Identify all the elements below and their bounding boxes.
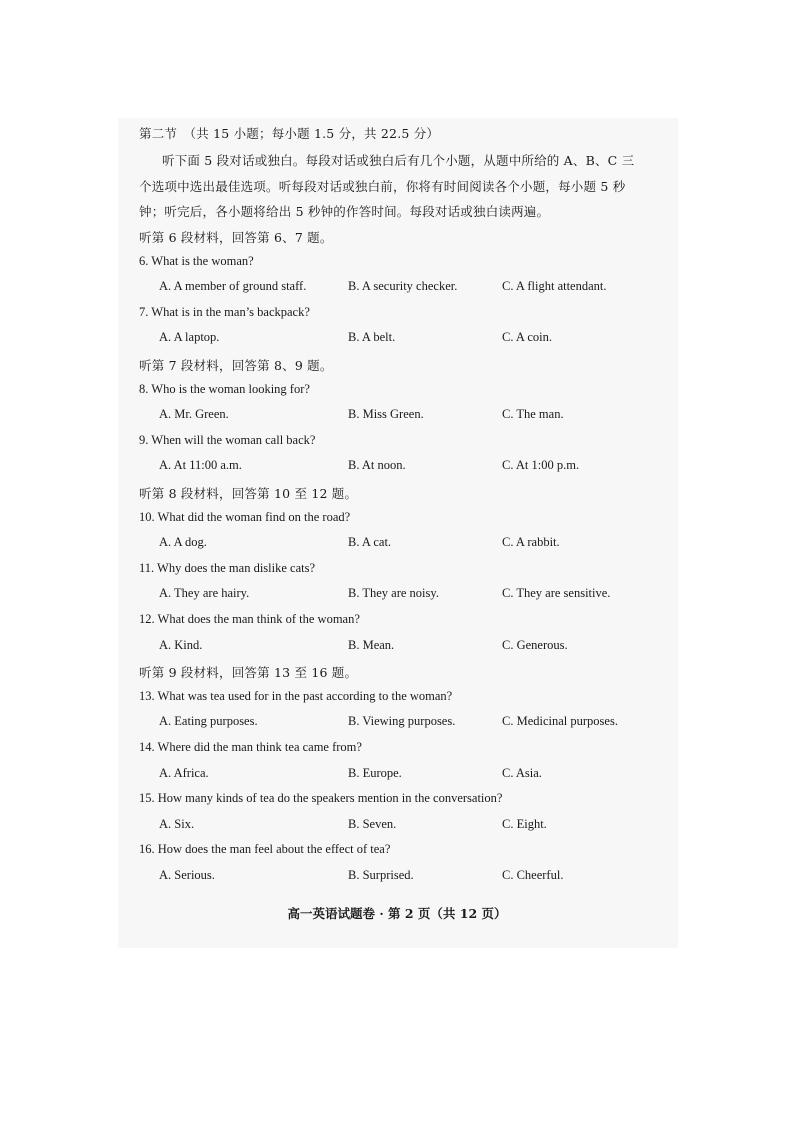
answer-option-b: B. Miss Green. xyxy=(348,407,424,421)
answer-option-c: C. Cheerful. xyxy=(502,868,564,882)
answer-option-a: A. Mr. Green. xyxy=(159,407,229,421)
answer-option-c: C. At 1:00 p.m. xyxy=(502,458,580,472)
answer-option-a: A. A laptop. xyxy=(159,330,220,344)
question-stem: 16. How does the man feel about the effect of tea? xyxy=(139,842,391,856)
question-stem: 14. Where did the man think tea came from? xyxy=(139,740,362,754)
answer-option-b: B. Viewing purposes. xyxy=(348,714,456,728)
question-stem: 8. Who is the woman looking for? xyxy=(139,382,310,396)
group-intro: 听第 9 段材料，回答第 13 至 16 题。 xyxy=(139,665,358,680)
answer-option-b: B. Seven. xyxy=(348,817,397,831)
answer-option-b: B. They are noisy. xyxy=(348,586,439,600)
answer-option-b: B. A belt. xyxy=(348,330,396,344)
question-stem: 11. Why does the man dislike cats? xyxy=(139,561,316,575)
group-intro: 听第 7 段材料，回答第 8、9 题。 xyxy=(139,358,333,373)
answer-option-c: C. Generous. xyxy=(502,638,568,652)
answer-option-a: A. Kind. xyxy=(159,638,203,652)
answer-option-c: C. A rabbit. xyxy=(502,535,560,549)
answer-option-c: C. A flight attendant. xyxy=(502,279,607,293)
group-intro: 听第 8 段材料，回答第 10 至 12 题。 xyxy=(139,486,358,501)
question-stem: 13. What was tea used for in the past according to the woman? xyxy=(139,689,453,703)
answer-option-a: A. Africa. xyxy=(159,766,209,780)
question-stem: 10. What did the woman find on the road? xyxy=(139,510,351,524)
page-footer: 高一英语试题卷 · 第 2 页（共 12 页） xyxy=(287,906,507,921)
answer-option-a: A. They are hairy. xyxy=(159,586,250,600)
answer-option-c: C. They are sensitive. xyxy=(502,586,611,600)
answer-option-b: B. At noon. xyxy=(348,458,406,472)
answer-option-b: B. Surprised. xyxy=(348,868,414,882)
instruction-line-1: 听下面 5 段对话或独白。每段对话或独白后有几个小题，从题中所给的 A、B、C 三 xyxy=(162,153,635,168)
question-stem: 9. When will the woman call back? xyxy=(139,433,316,447)
answer-option-c: C. Medicinal purposes. xyxy=(502,714,618,728)
section-heading: 第二节 （共 15 小题；每小题 1.5 分，共 22.5 分） xyxy=(139,126,440,141)
answer-option-a: A. A dog. xyxy=(159,535,207,549)
answer-option-a: A. Six. xyxy=(159,817,195,831)
question-stem: 6. What is the woman? xyxy=(139,254,254,268)
answer-option-b: B. Europe. xyxy=(348,766,402,780)
instruction-line-2: 个选项中选出最佳选项。听每段对话或独白前，你将有时间阅读各个小题，每小题 5 秒 xyxy=(139,179,626,194)
answer-option-b: B. Mean. xyxy=(348,638,395,652)
answer-option-b: B. A cat. xyxy=(348,535,392,549)
answer-option-c: C. A coin. xyxy=(502,330,553,344)
instruction-line-3: 钟；听完后，各小题将给出 5 秒钟的作答时间。每段对话或独白读两遍。 xyxy=(139,204,550,219)
answer-option-a: A. At 11:00 a.m. xyxy=(159,458,242,472)
answer-option-b: B. A security checker. xyxy=(348,279,458,293)
answer-option-a: A. Serious. xyxy=(159,868,215,882)
question-stem: 7. What is in the man’s backpack? xyxy=(139,305,310,319)
answer-option-c: C. The man. xyxy=(502,407,564,421)
question-stem: 12. What does the man think of the woman? xyxy=(139,612,360,626)
group-intro: 听第 6 段材料，回答第 6、7 题。 xyxy=(139,230,333,245)
answer-option-c: C. Asia. xyxy=(502,766,542,780)
answer-option-a: A. A member of ground staff. xyxy=(159,279,307,293)
question-stem: 15. How many kinds of tea do the speakers mention in the conversation? xyxy=(139,791,503,805)
answer-option-c: C. Eight. xyxy=(502,817,547,831)
answer-option-a: A. Eating purposes. xyxy=(159,714,258,728)
